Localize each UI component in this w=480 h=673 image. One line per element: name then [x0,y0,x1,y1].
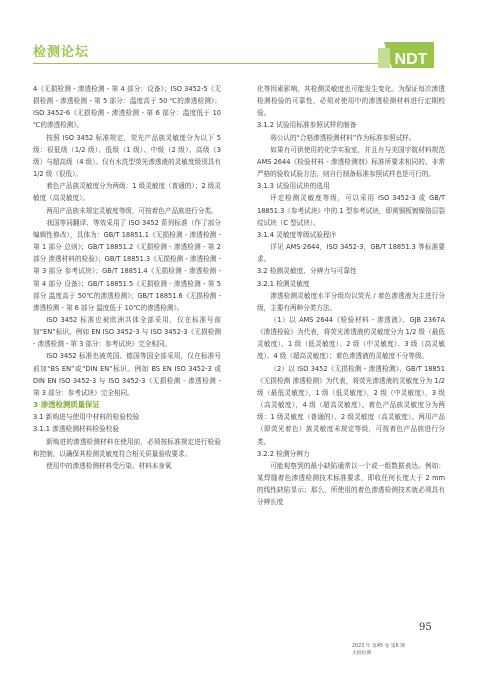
journal-issue: 2023 年 第45 卷 第6 期 [352,644,405,649]
ndt-logo [378,38,438,72]
paragraph: 评定检测灵敏度等级，可以采用 ISO 3452-3 或 GB/T 18851.3《参考试块》中的 1 型参考试块，即黄铜板镀镍铬层裂纹试块（C 型试块）。 [257,194,445,227]
paragraph: 着色产品族灵敏度分为两级：1 级灵敏度（普通的）；2 级灵敏度（高灵敏度）。 [33,182,221,203]
section-title: 检测论坛 [33,45,90,60]
paragraph: ISO 3452 标准也被英国、德国等国全部采用，仅在标准号前加“BS EN”或“DIN EN”标识。例如 BS EN ISO 3452-3 或 DIN EN ISO 3452-3 与 ISO 3452-3《无损检测 - 渗透检测 - 第 3 部分：参考试块》完全相同。 [33,352,221,397]
journal-footer [352,643,405,657]
paragraph: ISO 3452 标准也被欧洲共体全部采用，仅在标准号前加“EN”标识。例如 EN ISO 3452-3 与 ISO 3452-3《无损检测 - 渗透检测 - 第 3 部分：参考试块》完全相同。 [33,315,221,349]
subsection-heading: 3.2.2 检测分辨力 [257,449,310,458]
paragraph: 如果有可供使用的化学实验室，并且有与美国宇航材料规范 AMS 2644《检验材料 - 渗透检测剂》标准所要求相同的、非常严格的验收试验方法，则自行制备标准参照试样也是可行的。 [257,145,445,179]
subsection-heading: 3.1 新购进与使用中材料的检验校验 [33,413,140,422]
subsection-heading: 3.1.4 灵敏度等级试验程序 [257,230,337,239]
paragraph: 详见 AMS-2644，ISO 3452-3，GB/T 18851.3 等标准要求。 [257,243,445,264]
paragraph: 我国等同翻译、等效采用了 ISO 3452 系列标准（作了部分编辑性修改），具体为：GB/T 18851.1《无损检测 - 渗透检测 - 第 1 部分 总则》；GB/T 18851.2《无损检测 - 渗透检测 - 第 2 部分 渗透材料的检验》；GB/T 18851.3《无损检测 - 渗透检测 - 第 3 部分 参考试块》；GB/T 18851.4《无损检测 - 渗透检测 - 第 4 部分 设备》；GB/T 18851.5《无损检测 - 渗透检测 - 第 5 部分 温度高于 50℃的渗透检测》；GB/T 18851.6《无损检测 - 渗透检测 - 第 6 部分 温度低于 10℃的渗透检测》。 [33,218,221,312]
paragraph: 可能观察到的最小缺陷通常以一个或一组数据表达。例如：某焊缝着色渗透检测技术标准要求，即收任何长度大于 2 mm 的线性缺陷显示；那么，所使用的着色渗透检测技术就必须具有分辨长度 [257,461,445,507]
subsection-heading: 3.1.1 渗透检测材料检验校验 [33,425,120,434]
paragraph: 两用产品族未规定灵敏度等级，可按着色产品族进行分类。 [46,206,218,215]
paragraph: 渗透检测灵敏度水平分级均以荧光 / 着色渗透液为主进行分级，主要有两种分类方法。 [257,291,445,312]
subsection-heading: 3.1.3 试验用试块的选用 [257,182,330,191]
paragraph: 将公认的“合格渗透检测材料”作为标准参照试样。 [270,133,416,142]
paragraph: 化等因素影响，其检测灵敏度也可能发生变化。为保证每次渗透检测检验的可靠性，必须对使用中的渗透检测材料进行定期校验。 [257,85,445,118]
left-column [33,83,221,472]
right-column [257,83,445,508]
subsection-heading: 3.1.2 试验用标准参照试样的制备 [257,121,357,130]
paragraph: 使用中的渗透检测材料受污染、材料本身氧 [46,461,172,470]
paragraph: 新购进的渗透检测材料在使用前，必须按标准规定进行检验和控制，以确保其检测灵敏度符合相关质量验收要求。 [33,437,221,458]
header-divider [33,63,416,64]
ndt-logo-text: NDT [394,51,428,68]
journal-name: 无损检测 [352,651,372,656]
paragraph: 按照 ISO 3452 标准规定，荧光产品族灵敏度分为以下 5 级：很低级（1/2 级）、低级（1 级）、中级（2 级）、高级（3 级）与超高级（4 级）。仅有水洗型荧光渗透液的灵敏度级别具有 1/2 级（很低）。 [33,133,221,179]
section-heading: 3 渗透检测质量保证 [33,400,100,410]
page-number: 95 [419,622,432,633]
paragraph: 4《无损检测 - 渗透检测 - 第 4 部分：设备》；ISO 3452-5《无损检测 - 渗透检测 - 第 5 部分：温度高于 50 ℃的渗透检测》；ISO 3452-6《无损检测 - 渗透检测 - 第 6 部分：温度低于 10 ℃的渗透检测》。 [33,85,221,130]
subsection-heading: 3.2.1 检测灵敏度 [257,279,310,288]
subsection-heading: 3.2 检测灵敏度、分辨力与可靠性 [257,267,357,276]
paragraph: （1）以 AMS 2644《检验材料 - 渗透液》、GJB 2367A《渗透检验》为代表，将荧光渗透液的灵敏度分为 1/2 级（最低灵敏度）、1 级（低灵敏度）、2 级（中灵敏度）、3 级（高灵敏度）、4 级（超高灵敏度）；着色渗透液的灵敏度不分等级。 [257,315,445,361]
paragraph: （2）以 ISO 3452《无损检测 - 渗透检测》、GB/T 18851《无损检测 渗透检测》为代表，将荧光渗透液的灵敏度分为 1/2 级（最低灵敏度），1 级（低灵敏度），2 级（中灵敏度），3 级（高灵敏度），4 级（超高灵敏度）。着色产品族灵敏度分为两级：1 级灵敏度（普通的）、2 级灵敏度（高灵敏度）。两用产品（即荧光着色）族灵敏度未规定等级，可按着色产品族进行分类。 [257,364,445,446]
